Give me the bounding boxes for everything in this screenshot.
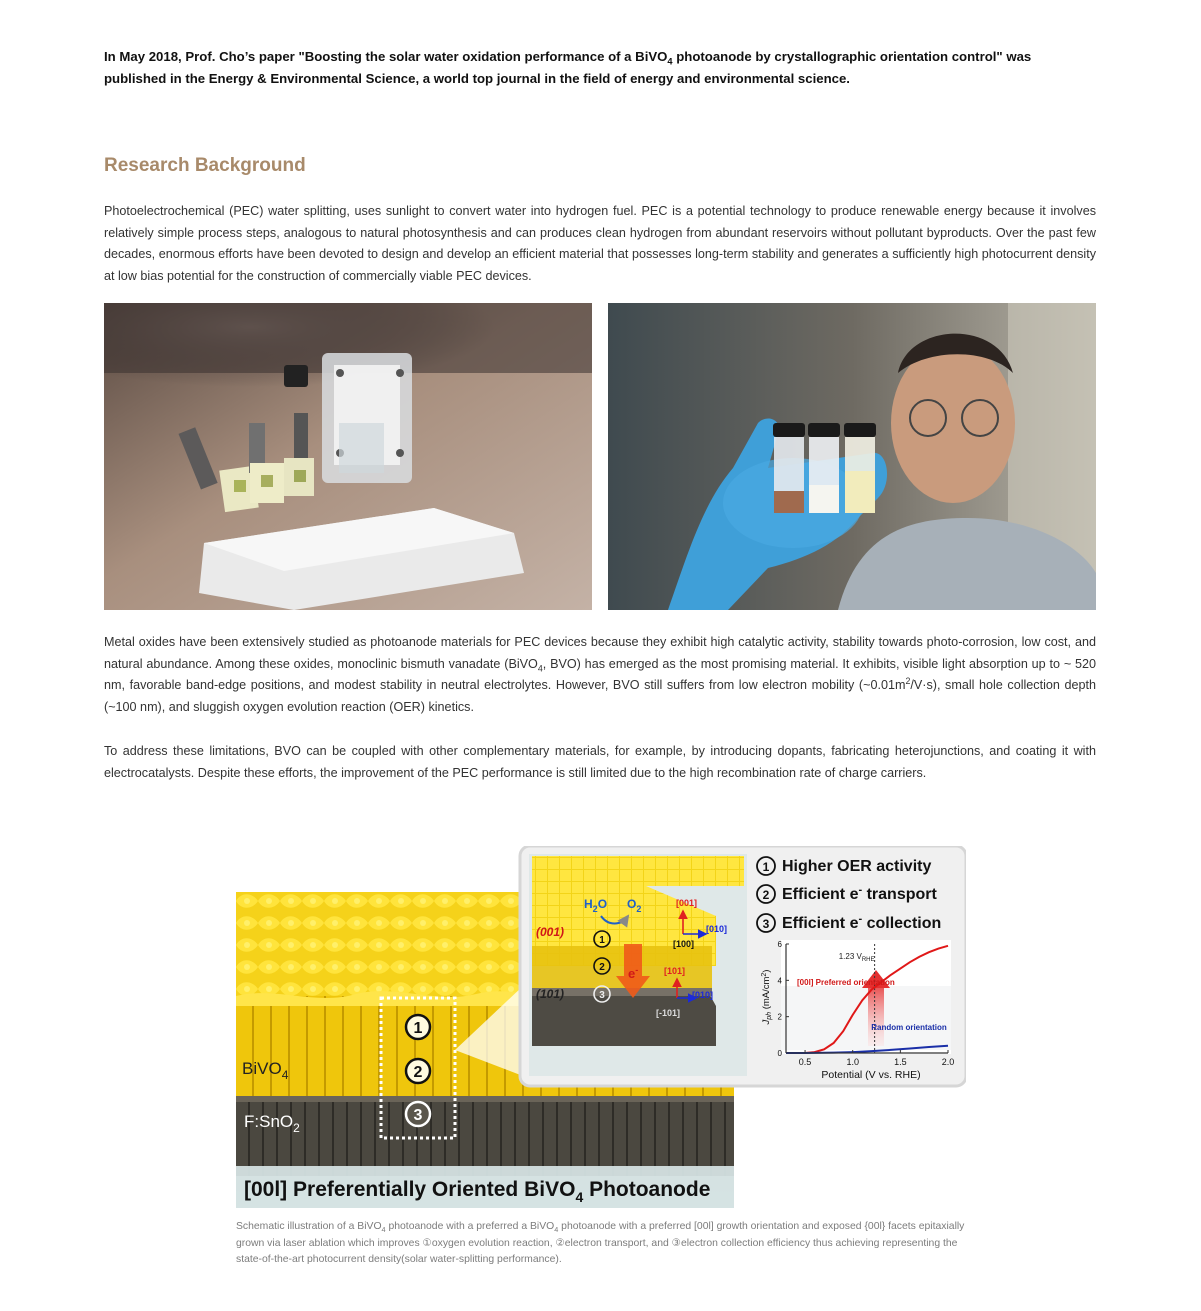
inset-marker-1: 1 xyxy=(599,935,605,946)
x-tick-label: 1.5 xyxy=(894,1057,907,1067)
x-tick-label: 0.5 xyxy=(798,1057,812,1067)
marker-2: 2 xyxy=(413,1064,423,1081)
inset-marker-3: 3 xyxy=(599,990,605,1001)
facet-101: (101) xyxy=(536,987,565,1001)
legend-marker-3: 3 xyxy=(762,917,770,931)
inset-marker-2: 2 xyxy=(599,962,605,973)
paragraph-metal-oxides: Metal oxides have been extensively studied as photoanode materials for PEC devices because they exhibit high catalytic activity, stability towards photo-corrosion, low cost, and natural abundance. Among these oxides, monoclinic bismuth vanadate (BiVO$_4$, BVO) has emerged as the most promising material. It exhibits, visible light absorption up to ~ 520 nm, favorable band-edge positions, and modest stability in neutral electrolytes. However, BVO still suffers from low electron mobility $(\sim 0.01m^2/V\cdot s)$, small hole collection depth (~100 nm), and sluggish oxygen evolution reaction (OER) kinetics. xyxy=(104,635,1097,715)
paragraph-pec-background: Photoelectrochemical (PEC) water splitting, uses sunlight to convert water into hydrogen fuel. PEC is a potential technology to produce renewable energy because it involves relatively simple process steps, analogous to natural photosynthesis and can produces clean hydrogen from abundant reservoirs without pollutant byproducts. Over the past few decades, enormous efforts have been devoted to design and develop an efficient material that possesses long-term stability and generates a sufficiently high photocurrent density at low bias potential for the construction of commercially viable PEC devices. xyxy=(104,204,1096,284)
legend-collection: Efficient e- collection xyxy=(782,913,942,932)
y-tick-label: 4 xyxy=(777,976,782,986)
legend-random: Random orientation xyxy=(871,1023,947,1032)
dir-m101: [-101] xyxy=(656,1008,681,1018)
dir-100: [100] xyxy=(673,939,695,949)
y-tick-label: 0 xyxy=(777,1049,782,1058)
x-tick-label: 2.0 xyxy=(941,1057,955,1067)
h2o-label: $H_2O$ xyxy=(584,897,608,914)
y-tick-label: 6 xyxy=(777,940,782,949)
legend-transport: Efficient e- transport xyxy=(782,884,937,903)
legend-preferred: [00l] Preferred orientation xyxy=(797,978,895,987)
o2-label: $O_2$ xyxy=(627,897,642,914)
figure-title: [00l] Preferentially Oriented BiVO$_4$ Photoanode xyxy=(244,1178,711,1205)
intro-text: In May 2018, Prof. Cho’s paper "Boosting the solar water oxidation performance of a BiVO$_4$ photoanode by crystallographic orientation control" was published in the Energy & Environmental Science, a world top journal in the field of energy and environmental science. xyxy=(104,49,1032,86)
x-tick-label: 1.0 xyxy=(846,1057,859,1067)
dir-010: [010] xyxy=(706,924,728,934)
photoanode-figure xyxy=(236,846,966,1212)
y-tick-label: 2 xyxy=(777,1012,782,1022)
pec-cell-photo xyxy=(104,303,592,610)
figure-caption: Schematic illustration of a BiVO$_4$ photoanode with a preferred a BiVO$_4$ photoanode with a preferred [00l] growth orientation and exposed {00l} facets epitaxially grown via laser ablation which improves ①oxygen evolution reaction, ②electron transport, and ③electron collection efficiency thus achieving representing the state-of-the-art photocurrent density(solar water-splitting performance). xyxy=(236,1221,965,1266)
section-title: Research Background xyxy=(104,155,306,176)
fto-label: F:SnO$_2$ xyxy=(244,1112,300,1135)
legend-marker-1: 1 xyxy=(762,860,770,874)
marker-3: 3 xyxy=(413,1107,423,1124)
facet-001: (001) xyxy=(536,925,565,939)
x-axis-label: Potential (V vs. RHE) xyxy=(821,1069,921,1081)
marker-1: 1 xyxy=(413,1020,423,1037)
dir-001: [001] xyxy=(676,898,698,908)
legend-marker-2: 2 xyxy=(762,888,770,902)
researcher-vials-photo xyxy=(608,303,1096,610)
bivo4-label: BiVO$_4$ xyxy=(242,1059,289,1082)
legend-oer: Higher OER activity xyxy=(782,858,932,875)
y-axis-label: $J_{ph}$ $(mA/cm^2)$ xyxy=(761,969,773,1025)
reference-line-label: 1.23 $V_{RHE}$ xyxy=(838,952,875,963)
electron-label: e- xyxy=(628,965,639,981)
inset-panel xyxy=(520,846,966,1086)
dir-101: [101] xyxy=(664,966,686,976)
dir-010b: [010] xyxy=(692,990,714,1000)
paragraph-limitations: To address these limitations, BVO can be coupled with other complementary materials, for example, by introducing dopants, fabricating heterojunctions, and coating it with electrocatalysts. Despite these efforts, the improvement of the PEC performance is still limited due to the high recombination rate of charge carriers. xyxy=(104,744,1096,780)
